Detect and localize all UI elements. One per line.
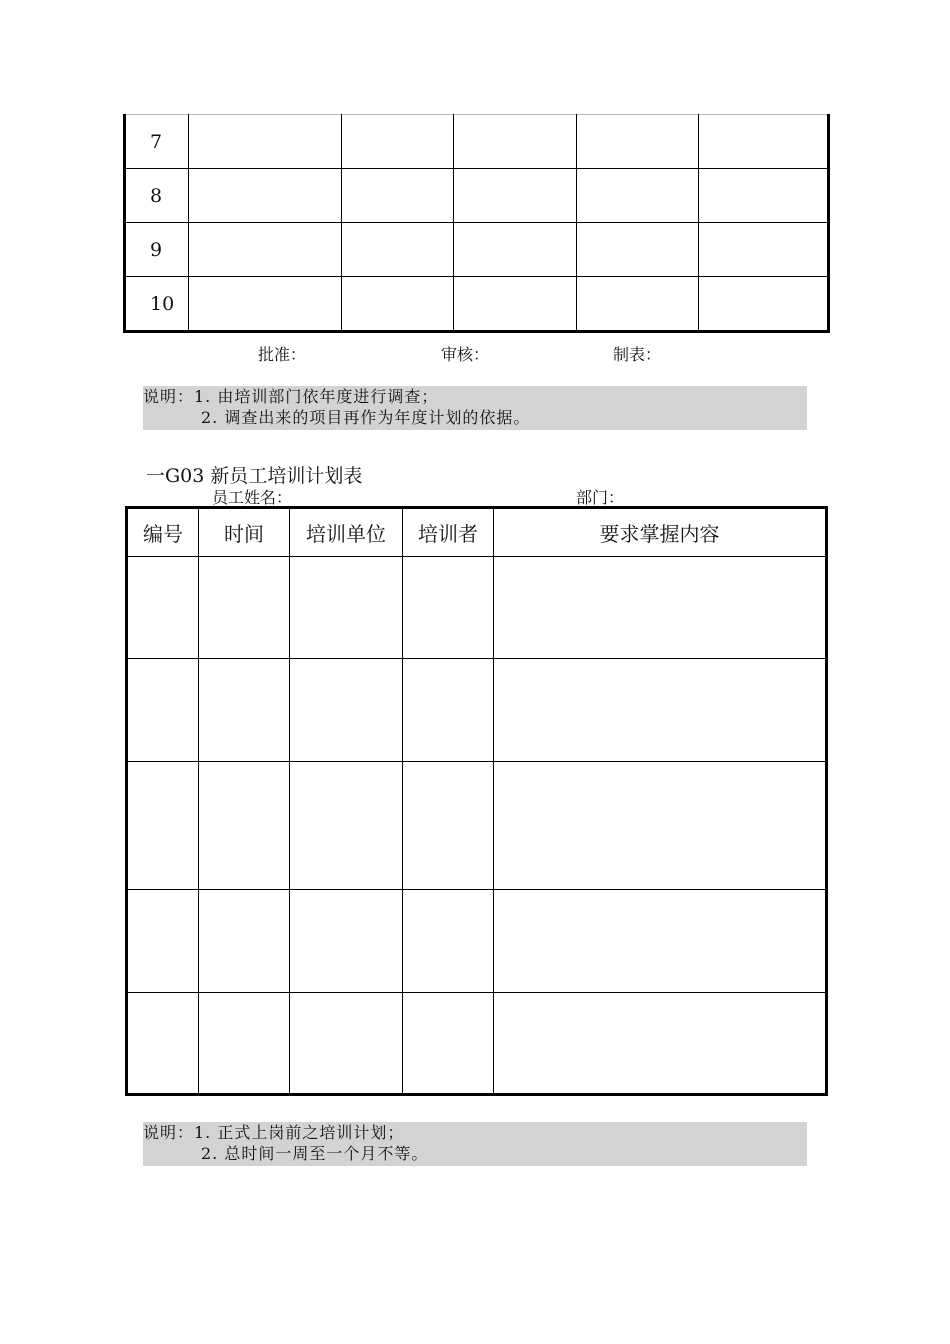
note-line: 说明：1. 由培训部门依年度进行调查；: [143, 387, 439, 406]
row-number: 8: [125, 169, 189, 223]
header-trainer: 培训者: [403, 508, 494, 557]
table-cell[interactable]: [127, 993, 199, 1095]
table-cell[interactable]: [699, 223, 829, 277]
table-cell[interactable]: [403, 890, 494, 993]
table-cell[interactable]: [290, 890, 403, 993]
section-title: 一G03 新员工培训计划表: [146, 465, 363, 487]
table-cell[interactable]: [342, 277, 454, 332]
table-cell[interactable]: [577, 169, 699, 223]
table-cell[interactable]: [494, 890, 827, 993]
table-row: [125, 223, 829, 277]
table-cell[interactable]: [699, 115, 829, 169]
table-cell[interactable]: [290, 993, 403, 1095]
table-cell[interactable]: [189, 223, 342, 277]
table-cell[interactable]: [403, 762, 494, 890]
table-cell[interactable]: [342, 115, 454, 169]
header-training-unit: 培训单位: [290, 508, 403, 557]
table-cell[interactable]: [199, 659, 290, 762]
header-number: 编号: [127, 508, 199, 557]
table-cell[interactable]: [127, 557, 199, 659]
table-cell[interactable]: [454, 169, 577, 223]
table-row: [127, 762, 827, 890]
header-row: [127, 508, 827, 557]
table-cell[interactable]: [494, 993, 827, 1095]
table-cell[interactable]: [342, 169, 454, 223]
table-cell[interactable]: [494, 659, 827, 762]
note-line: 2. 调查出来的项目再作为年度计划的依据。: [201, 408, 531, 427]
table-cell[interactable]: [199, 557, 290, 659]
department-label: 部门：: [576, 488, 625, 507]
table-cell[interactable]: [199, 993, 290, 1095]
table-cell[interactable]: [577, 223, 699, 277]
row-number: 10: [125, 277, 189, 332]
employee-name-label: 员工姓名：: [212, 488, 293, 507]
table-cell[interactable]: [699, 169, 829, 223]
row-number: 9: [125, 223, 189, 277]
header-time: 时间: [199, 508, 290, 557]
table-cell[interactable]: [127, 659, 199, 762]
table-cell[interactable]: [199, 890, 290, 993]
review-label: 审核：: [441, 345, 490, 364]
table-cell[interactable]: [403, 557, 494, 659]
table-cell[interactable]: [577, 115, 699, 169]
table-cell[interactable]: [290, 762, 403, 890]
table-cell[interactable]: [290, 557, 403, 659]
table-cell[interactable]: [127, 890, 199, 993]
table-row: [127, 557, 827, 659]
approve-label: 批准：: [258, 345, 307, 364]
table-cell[interactable]: [454, 115, 577, 169]
table-cell[interactable]: [189, 169, 342, 223]
table-cell[interactable]: [699, 277, 829, 332]
table-cell[interactable]: [403, 659, 494, 762]
table-cell[interactable]: [494, 557, 827, 659]
note-line: 2. 总时间一周至一个月不等。: [201, 1144, 429, 1163]
table-cell[interactable]: [454, 277, 577, 332]
training-plan-table: [125, 506, 828, 1096]
table-row: [127, 993, 827, 1095]
table-cell[interactable]: [127, 762, 199, 890]
table-row: [125, 115, 829, 169]
table-cell[interactable]: [454, 223, 577, 277]
header-required-content: 要求掌握内容: [494, 508, 827, 557]
table-cell[interactable]: [342, 223, 454, 277]
survey-note: [143, 386, 807, 430]
table-row: [125, 169, 829, 223]
row-number: 7: [125, 115, 189, 169]
table-cell[interactable]: [577, 277, 699, 332]
table-cell[interactable]: [199, 762, 290, 890]
table-row: [127, 659, 827, 762]
survey-table: [123, 114, 830, 333]
table-cell[interactable]: [290, 659, 403, 762]
table-cell[interactable]: [189, 115, 342, 169]
prepare-label: 制表：: [613, 345, 662, 364]
table-cell[interactable]: [494, 762, 827, 890]
training-note: [143, 1122, 807, 1166]
table-row: [125, 277, 829, 332]
note-line: 说明：1. 正式上岗前之培训计划；: [143, 1123, 405, 1142]
table-row: [127, 890, 827, 993]
table-cell[interactable]: [189, 277, 342, 332]
table-cell[interactable]: [403, 993, 494, 1095]
